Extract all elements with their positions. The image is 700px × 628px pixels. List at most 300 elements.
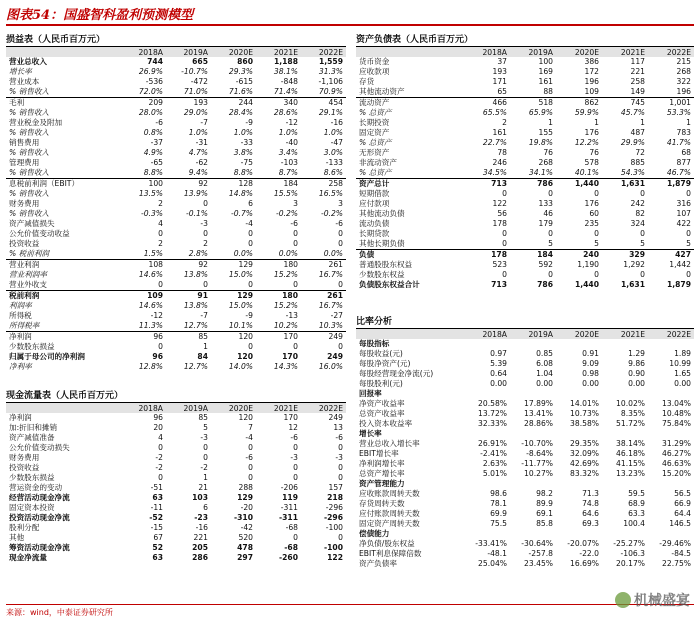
value-cell xyxy=(648,529,694,539)
value-cell: 12.8% xyxy=(138,362,163,371)
row-label: 总资产收益率 xyxy=(359,409,405,418)
value-cell: 96 xyxy=(121,332,166,343)
value-cell: 100 xyxy=(121,179,166,190)
value-cell: 13.9% xyxy=(183,189,208,198)
value-cell: 92 xyxy=(166,260,211,271)
value-cell: 0 xyxy=(640,189,645,198)
table-row xyxy=(6,301,346,311)
value-cell: 0.0% xyxy=(233,249,253,258)
column-header: 2022E xyxy=(301,403,346,413)
source-note: 来源：wind，中泰证券研究所 xyxy=(6,608,113,617)
value-cell: 592 xyxy=(538,260,553,269)
table-row xyxy=(356,339,694,349)
value-cell: 1.0% xyxy=(278,128,298,137)
ratio-analysis-title: 比率分析 xyxy=(356,316,694,329)
value-cell: -0.3% xyxy=(140,209,163,218)
value-cell: 0 xyxy=(502,270,507,279)
value-cell: 63 xyxy=(152,553,163,562)
value-cell: 0 xyxy=(548,270,553,279)
row-label: 普通股股东权益 xyxy=(359,260,413,269)
value-cell: 120 xyxy=(211,332,256,343)
value-cell: -10.7% xyxy=(181,67,208,76)
value-cell: -206 xyxy=(280,483,298,492)
value-cell: 0 xyxy=(248,473,253,482)
value-cell: 713 xyxy=(464,179,510,190)
value-cell: 129 xyxy=(211,291,256,302)
value-cell: -33 xyxy=(240,138,253,147)
value-cell: 64.4 xyxy=(674,509,691,518)
value-cell: 0 xyxy=(203,280,208,289)
value-cell: 25.04% xyxy=(478,559,507,568)
value-cell: 5 xyxy=(203,423,208,432)
value-cell: 0 xyxy=(248,342,253,351)
value-cell: 1,292 xyxy=(623,260,645,269)
value-cell: 0 xyxy=(548,189,553,198)
value-cell xyxy=(464,339,510,349)
value-cell: -296 xyxy=(325,503,343,512)
value-cell: 221 xyxy=(193,533,208,542)
value-cell: 520 xyxy=(238,533,253,542)
value-cell: 4.9% xyxy=(143,148,163,157)
value-cell: 12.7% xyxy=(183,362,208,371)
value-cell: 85.8 xyxy=(536,519,553,528)
table-row xyxy=(6,352,346,362)
table-row xyxy=(6,179,346,190)
value-cell: 63 xyxy=(152,493,163,502)
row-label: 负债股东权益合计 xyxy=(359,280,420,289)
row-label: 净利润 xyxy=(6,332,121,343)
wechat-icon xyxy=(615,592,631,608)
value-cell: 0 xyxy=(686,189,691,198)
value-cell: -47 xyxy=(330,138,343,147)
value-cell: 6.08 xyxy=(536,359,553,368)
table-row xyxy=(6,158,346,168)
value-cell: 518 xyxy=(510,98,556,109)
value-cell: -4 xyxy=(245,219,253,228)
value-cell: 288 xyxy=(238,483,253,492)
row-label: 存货周转天数 xyxy=(359,499,405,508)
column-header: 2022E xyxy=(648,329,694,339)
value-cell: 1,001 xyxy=(648,98,694,109)
cashflow-title: 现金流量表（人民币百万元） xyxy=(6,390,346,403)
value-cell: 171 xyxy=(492,77,507,86)
row-label: 其他流动负债 xyxy=(359,209,405,218)
value-cell: 324 xyxy=(630,219,645,228)
row-label: % 销售收入 xyxy=(9,87,50,96)
table-row xyxy=(6,413,346,423)
value-cell: 0 xyxy=(686,270,691,279)
value-cell: 17.89% xyxy=(524,399,553,408)
value-cell xyxy=(464,389,510,399)
value-cell: 215 xyxy=(676,57,691,66)
row-label: 公允价值变动损失 xyxy=(9,443,70,452)
row-label: 财务费用 xyxy=(9,199,40,208)
value-cell: 184 xyxy=(510,250,556,261)
ratio-header-row xyxy=(356,329,694,339)
value-cell: 129 xyxy=(211,260,256,271)
table-row xyxy=(6,209,346,219)
value-cell: -75 xyxy=(240,158,253,167)
value-cell: -100 xyxy=(323,543,343,552)
value-cell: 1.04 xyxy=(536,369,553,378)
value-cell: 83.32% xyxy=(570,469,599,478)
value-cell: 13.23% xyxy=(616,469,645,478)
value-cell: 8.7% xyxy=(278,168,298,177)
value-cell: 109 xyxy=(584,87,599,96)
table-row xyxy=(6,291,346,302)
value-cell: 75.5 xyxy=(490,519,507,528)
value-cell: 65 xyxy=(497,87,507,96)
value-cell: -6 xyxy=(335,433,343,442)
value-cell: 0 xyxy=(640,270,645,279)
value-cell: 9.86 xyxy=(628,359,645,368)
value-cell: -0.2% xyxy=(275,209,298,218)
value-cell: 70.9% xyxy=(318,87,343,96)
value-cell: 14.6% xyxy=(138,270,163,279)
value-cell: 0 xyxy=(203,199,208,208)
value-cell: 157 xyxy=(328,483,343,492)
column-header: 2018A xyxy=(121,403,166,413)
value-cell: 713 xyxy=(491,280,507,289)
value-cell: 38.14% xyxy=(616,439,645,448)
value-cell: 386 xyxy=(584,57,599,66)
table-row xyxy=(356,549,694,559)
value-cell: 860 xyxy=(237,57,253,66)
value-cell: -260 xyxy=(278,553,298,562)
value-cell: -2 xyxy=(200,463,208,472)
value-cell: 71.0% xyxy=(183,87,208,96)
value-cell: 76 xyxy=(589,148,599,157)
value-cell: 0.00 xyxy=(582,379,599,388)
value-cell: 69.3 xyxy=(582,519,599,528)
value-cell: 0.98 xyxy=(582,369,599,378)
value-cell: 1.0% xyxy=(233,128,253,137)
row-label: 现金净流量 xyxy=(9,553,47,562)
table-row xyxy=(356,429,694,439)
value-cell: 28.86% xyxy=(524,419,553,428)
value-cell: 20.58% xyxy=(478,399,507,408)
value-cell: 1,442 xyxy=(669,260,691,269)
value-cell: 13.41% xyxy=(524,409,553,418)
value-cell: -311 xyxy=(278,513,298,522)
value-cell: 209 xyxy=(121,98,166,109)
value-cell: 34.5% xyxy=(482,168,507,177)
table-row xyxy=(6,423,346,433)
row-label: 营业总收入增长率 xyxy=(359,439,420,448)
value-cell xyxy=(556,429,602,439)
value-cell: 665 xyxy=(192,57,208,66)
value-cell: -27 xyxy=(330,311,343,320)
value-cell: 422 xyxy=(676,219,691,228)
row-label: 营业外收支 xyxy=(9,280,47,289)
header-blank-cell xyxy=(6,47,121,57)
value-cell: 0 xyxy=(203,229,208,238)
table-row xyxy=(6,57,346,67)
income-header-row xyxy=(6,47,346,57)
value-cell: 0 xyxy=(203,443,208,452)
value-cell: 297 xyxy=(237,553,253,562)
row-label: 净资产收益率 xyxy=(359,399,405,408)
table-row xyxy=(356,67,694,77)
value-cell: 29.35% xyxy=(570,439,599,448)
row-label: 经营活动现金净流 xyxy=(9,493,70,502)
row-label: 资产减值损失 xyxy=(9,219,55,228)
row-label: 长期贷款 xyxy=(359,229,390,238)
source-divider xyxy=(6,604,694,605)
value-cell: -6 xyxy=(245,453,253,462)
value-cell: 13.04% xyxy=(662,399,691,408)
value-cell: 34.1% xyxy=(528,168,553,177)
value-cell: 20 xyxy=(153,423,163,432)
value-cell: 56 xyxy=(497,209,507,218)
value-cell: -68 xyxy=(285,523,298,532)
value-cell: 0 xyxy=(338,280,343,289)
value-cell: -133 xyxy=(325,158,343,167)
value-cell: 128 xyxy=(211,179,256,190)
table-row xyxy=(356,229,694,239)
table-row xyxy=(356,459,694,469)
row-label: 货币资金 xyxy=(359,57,390,66)
value-cell xyxy=(510,389,556,399)
value-cell xyxy=(648,429,694,439)
value-cell xyxy=(556,529,602,539)
value-cell: 3 xyxy=(293,199,298,208)
value-cell: 193 xyxy=(492,67,507,76)
table-row xyxy=(356,439,694,449)
value-cell: 1,879 xyxy=(648,179,694,190)
value-cell: 0.90 xyxy=(628,369,645,378)
value-cell: 8.35% xyxy=(620,409,645,418)
table-row xyxy=(6,249,346,260)
value-cell: 523 xyxy=(492,260,507,269)
value-cell: 0 xyxy=(158,342,163,351)
balance-sheet-panel xyxy=(356,34,694,290)
value-cell: 877 xyxy=(676,158,691,167)
row-label: 每股指标 xyxy=(359,339,390,348)
value-cell: 69.1 xyxy=(536,509,553,518)
value-cell: 218 xyxy=(327,493,343,502)
value-cell: 59.9% xyxy=(574,108,599,117)
value-cell: 249 xyxy=(301,332,346,343)
value-cell: 0.00 xyxy=(490,379,507,388)
balance-sheet-table xyxy=(356,47,694,290)
value-cell: 1 xyxy=(203,342,208,351)
value-cell: 31.29% xyxy=(662,439,691,448)
value-cell: -9 xyxy=(245,311,253,320)
value-cell: 0.85 xyxy=(536,349,553,358)
value-cell: 161 xyxy=(492,128,507,137)
value-cell: 12.2% xyxy=(574,138,599,147)
value-cell: 10.99 xyxy=(669,359,691,368)
row-label: 资产管理能力 xyxy=(359,479,405,488)
value-cell: 196 xyxy=(584,77,599,86)
row-label: 资产总计 xyxy=(356,179,464,190)
column-header: 2018A xyxy=(464,47,510,57)
value-cell: 96 xyxy=(153,413,163,422)
value-cell: 96 xyxy=(152,352,163,361)
table-row xyxy=(6,239,346,249)
value-cell: 1,559 xyxy=(318,57,343,66)
value-cell: 41.15% xyxy=(616,459,645,468)
value-cell: 1.0% xyxy=(188,128,208,137)
value-cell: 322 xyxy=(676,77,691,86)
value-cell: 88 xyxy=(543,87,553,96)
value-cell: 0 xyxy=(248,239,253,248)
row-label: 净负债/股东权益 xyxy=(359,539,415,548)
value-cell: 578 xyxy=(584,158,599,167)
value-cell: 0.97 xyxy=(490,349,507,358)
value-cell: 20.17% xyxy=(616,559,645,568)
value-cell: 100.4 xyxy=(623,519,645,528)
table-row xyxy=(356,499,694,509)
table-row xyxy=(6,362,346,372)
value-cell: 0.64 xyxy=(490,369,507,378)
row-label: 非流动资产 xyxy=(359,158,397,167)
row-label: 应收款项 xyxy=(359,67,390,76)
row-label: 负债 xyxy=(356,250,464,261)
value-cell: 5.01% xyxy=(482,469,507,478)
value-cell: 8.8% xyxy=(233,168,253,177)
value-cell: 46 xyxy=(543,209,553,218)
table-row xyxy=(356,419,694,429)
value-cell: 0 xyxy=(640,229,645,238)
value-cell: 744 xyxy=(147,57,163,66)
value-cell: 15.5% xyxy=(273,189,298,198)
value-cell: 0 xyxy=(338,239,343,248)
value-cell: -10.70% xyxy=(521,439,553,448)
value-cell: 71.6% xyxy=(228,87,253,96)
value-cell: -2 xyxy=(155,453,163,462)
table-row xyxy=(356,98,694,109)
value-cell: 0 xyxy=(293,473,298,482)
header-blank-cell xyxy=(6,403,121,413)
row-label: % 销售收入 xyxy=(9,108,50,117)
value-cell: 249 xyxy=(328,413,343,422)
value-cell: 1 xyxy=(594,118,599,127)
value-cell: 63.3 xyxy=(628,509,645,518)
value-cell: 240 xyxy=(556,250,602,261)
table-row xyxy=(356,118,694,128)
value-cell: 78.1 xyxy=(490,499,507,508)
row-label: 增长率 xyxy=(359,429,382,438)
value-cell: -0.1% xyxy=(185,209,208,218)
value-cell: 14.01% xyxy=(570,399,599,408)
value-cell: 0 xyxy=(248,443,253,452)
table-row xyxy=(356,260,694,270)
value-cell: 169 xyxy=(538,67,553,76)
value-cell: 261 xyxy=(301,291,346,302)
value-cell: 29.1% xyxy=(318,108,343,117)
value-cell: -16 xyxy=(330,118,343,127)
row-label: 回报率 xyxy=(359,389,382,398)
value-cell: 133 xyxy=(538,199,553,208)
row-label: EBIT增长率 xyxy=(359,449,399,458)
value-cell: 10.2% xyxy=(273,321,298,330)
value-cell: 120 xyxy=(237,352,253,361)
value-cell: 172 xyxy=(584,67,599,76)
value-cell: 1.65 xyxy=(674,369,691,378)
value-cell xyxy=(602,529,648,539)
value-cell xyxy=(602,479,648,489)
row-label: 其他 xyxy=(9,533,25,542)
value-cell: 12.7% xyxy=(183,321,208,330)
value-cell: 178 xyxy=(464,250,510,261)
value-cell: 1 xyxy=(203,473,208,482)
value-cell: 5 xyxy=(686,239,691,248)
value-cell: 32.33% xyxy=(478,419,507,428)
value-cell: 1,440 xyxy=(574,280,599,289)
cashflow-table xyxy=(6,403,346,563)
value-cell: -29.46% xyxy=(659,539,691,548)
value-cell: 5 xyxy=(594,239,599,248)
table-row xyxy=(6,433,346,443)
value-cell: 16.69% xyxy=(570,559,599,568)
column-header: 2019A xyxy=(166,47,211,57)
value-cell: 221 xyxy=(630,67,645,76)
value-cell: -16 xyxy=(195,523,208,532)
value-cell: 4 xyxy=(158,433,163,442)
table-row xyxy=(6,523,346,533)
table-row xyxy=(6,270,346,280)
value-cell: 178 xyxy=(492,219,507,228)
value-cell: 176 xyxy=(584,199,599,208)
value-cell xyxy=(648,479,694,489)
value-cell: 0.00 xyxy=(674,379,691,388)
table-row xyxy=(356,539,694,549)
row-label: % 销售收入 xyxy=(9,189,50,198)
value-cell: -0.2% xyxy=(320,209,343,218)
value-cell: 170 xyxy=(283,413,298,422)
table-row xyxy=(6,311,346,321)
value-cell: 184 xyxy=(256,179,301,190)
value-cell: 340 xyxy=(256,98,301,109)
value-cell: 16.5% xyxy=(318,189,343,198)
table-row xyxy=(6,168,346,179)
value-cell: 10.02% xyxy=(616,399,645,408)
table-row xyxy=(6,473,346,483)
row-label: 所得税 xyxy=(9,311,32,320)
table-row xyxy=(356,128,694,138)
value-cell: 2 xyxy=(158,199,163,208)
column-header: 2022E xyxy=(301,47,346,57)
table-row xyxy=(356,409,694,419)
value-cell: 60 xyxy=(589,209,599,218)
table-row xyxy=(356,239,694,250)
value-cell: 1.89 xyxy=(674,349,691,358)
value-cell: 0 xyxy=(248,280,253,289)
value-cell: 72 xyxy=(635,148,645,157)
value-cell: 2 xyxy=(203,239,208,248)
row-label: 固定资产周转天数 xyxy=(359,519,420,528)
row-label: 净利率 xyxy=(9,362,32,371)
table-row xyxy=(6,189,346,199)
value-cell: 26.91% xyxy=(478,439,507,448)
value-cell: -23 xyxy=(194,513,208,522)
table-row xyxy=(356,559,694,569)
figure-title: 图表54：国盛智科盈利预测模型 xyxy=(6,8,194,23)
row-label: 每股经营现金净流(元) xyxy=(359,369,434,378)
row-label: 应付账款周转天数 xyxy=(359,509,420,518)
value-cell: 783 xyxy=(676,128,691,137)
value-cell: -40 xyxy=(285,138,298,147)
value-cell: 862 xyxy=(556,98,602,109)
value-cell: 67 xyxy=(153,533,163,542)
table-row xyxy=(356,509,694,519)
value-cell: 149 xyxy=(630,87,645,96)
balance-header-row xyxy=(356,47,694,57)
table-row xyxy=(356,108,694,118)
row-label: 其他长期负债 xyxy=(359,239,405,248)
